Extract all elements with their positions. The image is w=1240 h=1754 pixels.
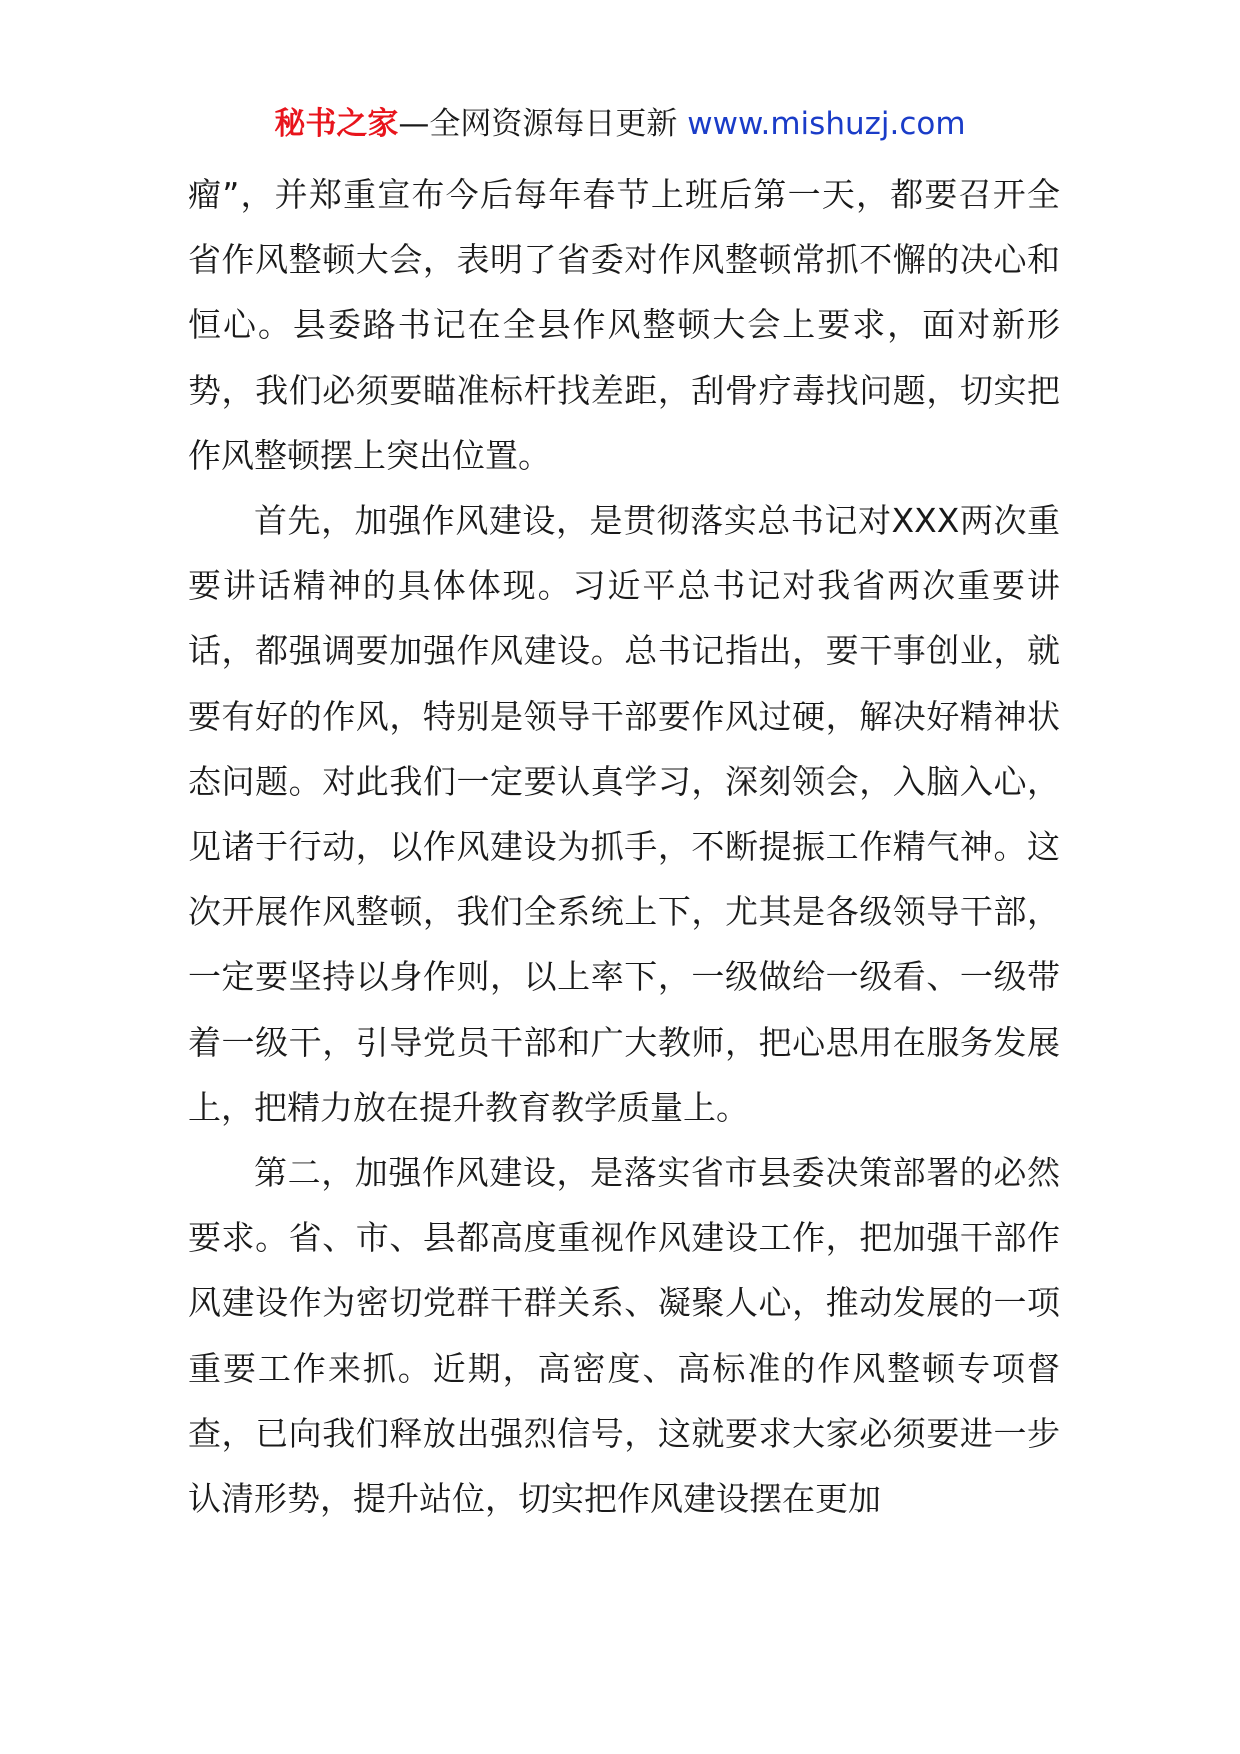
header-url-link[interactable]: www.mishuzj.com: [687, 106, 966, 142]
paragraph-first-point: 首先，加强作风建设，是贯彻落实总书记对XXX两次重要讲话精神的具体体现。习近平总书记对我省两次重要讲话，都强调要加强作风建设。总书记指出，要干事创业，就要有好的作风，特别是领导干部要作风过硬，解决好精神状态问题。对此我们一定要认真学习，深刻领会，入脑入心，见诸于行动，以作风建设为抓手，不断提振工作精气神。这次开展作风整顿，我们全系统上下，尤其是各级领导干部，一定要坚持以身作则，以上率下，一级做给一级看、一级带着一级干，引导党员干部和广大教师，把心思用在服务发展上，把精力放在提升教育教学质量上。: [188, 501, 1060, 1127]
document-body: [188, 162, 1060, 1531]
page-header: [0, 100, 1240, 148]
paragraph-second-point: 第二，加强作风建设，是落实省市县委决策部署的必然要求。省、市、县都高度重视作风建设工作，把加强干部作风建设作为密切党群干群关系、凝聚人心，推动发展的一项重要工作来抓。近期，高密度、高标准的作风整顿专项督查，已向我们释放出强烈信号，这就要求大家必须要进一步认清形势，提升站位，切实把作风建设摆在更加: [188, 1153, 1060, 1519]
header-slogan: —全网资源每日更新: [398, 106, 688, 142]
paragraph-continued: 瘤”，并郑重宣布今后每年春节上班后第一天，都要召开全省作风整顿大会，表明了省委对作风整顿常抓不懈的决心和恒心。县委路书记在全县作风整顿大会上要求，面对新形势，我们必须要瞄准标杆找差距，刮骨疗毒找问题，切实把作风整顿摆上突出位置。: [188, 175, 1060, 475]
header-brand: 秘书之家: [274, 106, 399, 142]
